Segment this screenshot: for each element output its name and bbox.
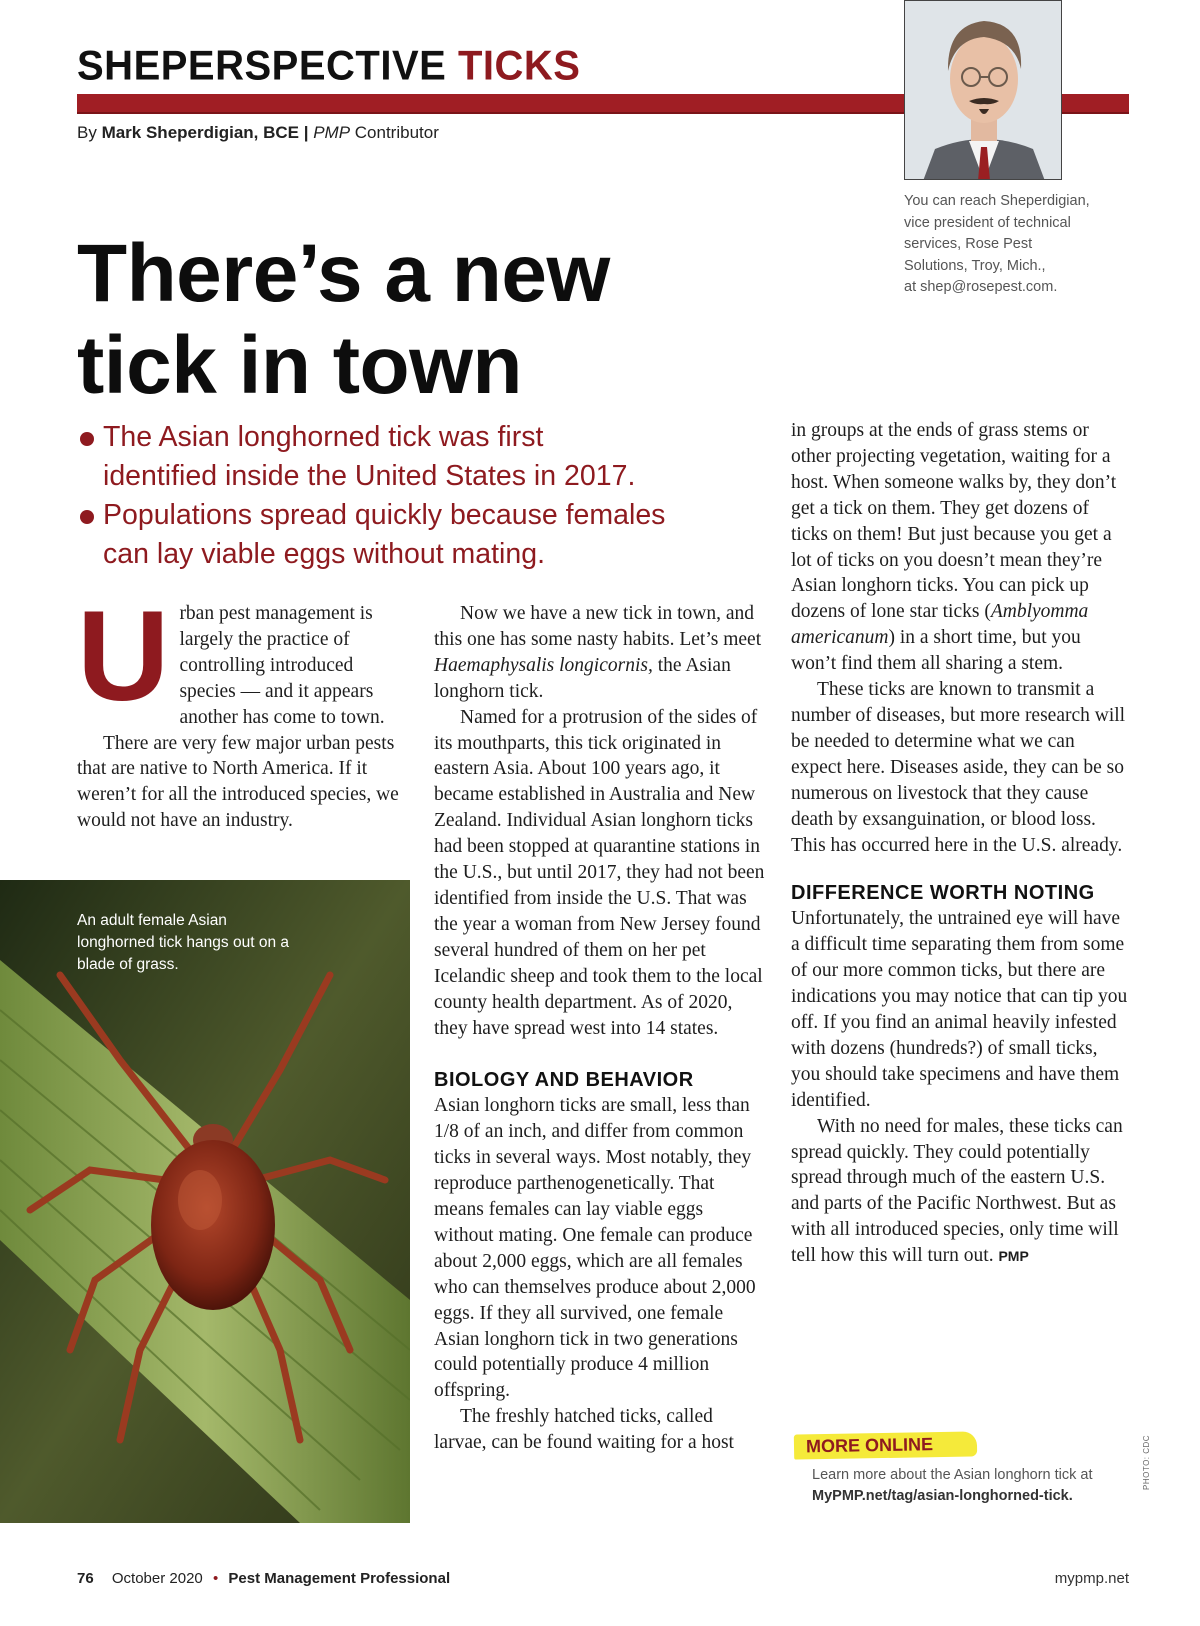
section-title	[77, 43, 580, 90]
headline-line: There’s a new	[77, 228, 610, 319]
photo-caption: An adult female Asian longhorned tick hangs out on a blade of grass.	[77, 912, 289, 973]
text-run: the Asian longhorn tick.	[434, 654, 731, 702]
body-paragraph: The freshly hatched ticks, called larvae, can be found waiting for a host	[434, 1406, 734, 1454]
body-column-3	[791, 418, 1129, 1270]
body-column-2	[434, 601, 767, 1456]
byline	[77, 123, 439, 143]
author-name: Mark Sheperdigian, BCE	[101, 123, 299, 142]
headline-line: tick in town	[77, 320, 522, 411]
author-portrait-image	[905, 1, 1062, 180]
key-point	[77, 418, 717, 496]
publication-name: Pest Management Professional	[228, 1570, 451, 1587]
species-name: Amblyomma americanum	[791, 601, 1089, 649]
caption-line: at shep@rosepest.com.	[904, 279, 1058, 295]
bullet-dot-icon	[80, 510, 94, 524]
section-topic: TICKS	[457, 42, 581, 90]
tick-photo-image	[0, 880, 410, 1523]
text-run: With no need for males, these ticks can spread quickly. They could potentially spread through much of the eastern U.S. and parts of the Pacific Northwest. But as with all introduced species, only time will tell how this will turn out.	[791, 1115, 1123, 1267]
more-online-description: Learn more about the Asian longhorn tick at	[812, 1467, 1093, 1483]
author-portrait	[904, 0, 1062, 180]
tick-photo	[0, 880, 410, 1523]
issue-date: October 2020	[111, 1570, 203, 1587]
page-number: 76	[77, 1570, 94, 1587]
footer-bullet: •	[212, 1570, 219, 1587]
text-run: in groups at the ends of grass stems or other projecting vegetation, waiting for a host. When someone walks by, they don’t get a tick on them. They get dozens of ticks on them! But just because you get a lot of ticks on you doesn’t mean they’re Asian longhorn ticks. You can pick up dozens of lone star ticks (	[791, 420, 1117, 623]
body-paragraph	[791, 418, 1129, 677]
body-column-1	[77, 585, 402, 834]
key-point-line: identified inside the United States in 2017.	[103, 460, 636, 492]
body-paragraph	[791, 1114, 1129, 1270]
more-online-text	[812, 1465, 1112, 1507]
drop-cap: U	[77, 585, 170, 728]
key-point-line: The Asian longhorned tick was first	[103, 421, 544, 453]
bullet-dot-icon	[80, 432, 94, 446]
signoff: PMP	[998, 1248, 1029, 1265]
section-name: SHEPERSPECTIVE	[77, 42, 447, 90]
text-run: ) in a short time, but you won’t find them all sharing a stem.	[791, 627, 1081, 675]
website-link[interactable]: mypmp.net	[1054, 1570, 1129, 1587]
body-paragraph: There are very few major urban pests that are native to North America. If it weren’t for all the introduced species, we would not have an industry.	[77, 732, 399, 832]
author-contact-caption	[904, 191, 1124, 299]
photo-credit: PHOTO: CDC	[1142, 1434, 1151, 1490]
key-point-line: Populations spread quickly because females	[103, 499, 666, 531]
species-name: Haemaphysalis longicornis,	[434, 654, 653, 676]
article-headline	[77, 228, 677, 412]
caption-line: services, Rose Pest	[904, 236, 1033, 252]
caption-line: Solutions, Troy, Mich.,	[904, 257, 1046, 274]
subhead-difference: DIFFERENCE WORTH NOTING	[791, 882, 1095, 905]
subhead-biology: BIOLOGY AND BEHAVIOR	[434, 1069, 694, 1092]
caption-line: vice president of technical	[904, 214, 1071, 231]
body-paragraph: Asian longhorn ticks are small, less than 1/8 of an inch, and differ from common ticks in several ways. Most notably, they reproduce parthenogenetically. That means females can lay viable eggs without mating. One female can produce about 2,000 eggs, which are all females who can themselves produce about 2,000 eggs. If they all survived, one female Asian longhorn tick in two generations could potentially produce 4 million offspring.	[434, 1095, 756, 1402]
key-point-line: can lay viable eggs without mating.	[103, 538, 546, 570]
author-role: Contributor	[350, 123, 439, 142]
text-run: Now we have a new tick in town, and this one has some nasty habits. Let’s meet	[434, 603, 762, 650]
caption-line: You can reach Sheperdigian,	[904, 193, 1090, 209]
more-online-link[interactable]: MyPMP.net/tag/asian-longhorned-tick.	[812, 1488, 1073, 1504]
page-footer	[77, 1570, 1129, 1587]
body-paragraph: rban pest management is largely the practice of controlling introduced species — and it appears another has come to town.	[179, 603, 385, 728]
body-paragraph: These ticks are known to transmit a number of diseases, but more research will be needed to determine what we can expect here. Diseases aside, they can be so numerous on livestock that they cause death by exsanguination, or blood loss. This has occurred here in the U.S. already.	[791, 679, 1126, 856]
body-paragraph: Named for a protrusion of the sides of its mouthparts, this tick originated in eastern Asia. About 100 years ago, it became established in Australia and New Zealand. Individual Asian longhorn ticks had been stopped at quarantine stations in the U.S., but until 2017, they had not been identified from inside the U.S. That was the year a woman from New Jersey found several hundred of them on her pet Icelandic sheep and took them to the local county health department. As of 2020, they have spread west into 14 states.	[434, 706, 765, 1039]
publication-short: PMP	[313, 123, 351, 142]
body-paragraph: Unfortunately, the untrained eye will have a difficult time separating them from some of our more common ticks, but there are indications you may notice that can tip you off. If you find an animal heavily infested with dozens (hundreds?) of small ticks, you should take specimens and have them identified.	[791, 908, 1128, 1111]
more-online-label: MORE ONLINE	[794, 1431, 977, 1459]
byline-separator: |	[299, 123, 314, 142]
key-point	[77, 496, 717, 574]
byline-prefix: By	[77, 123, 102, 142]
key-points	[77, 418, 717, 574]
body-paragraph	[434, 601, 767, 705]
